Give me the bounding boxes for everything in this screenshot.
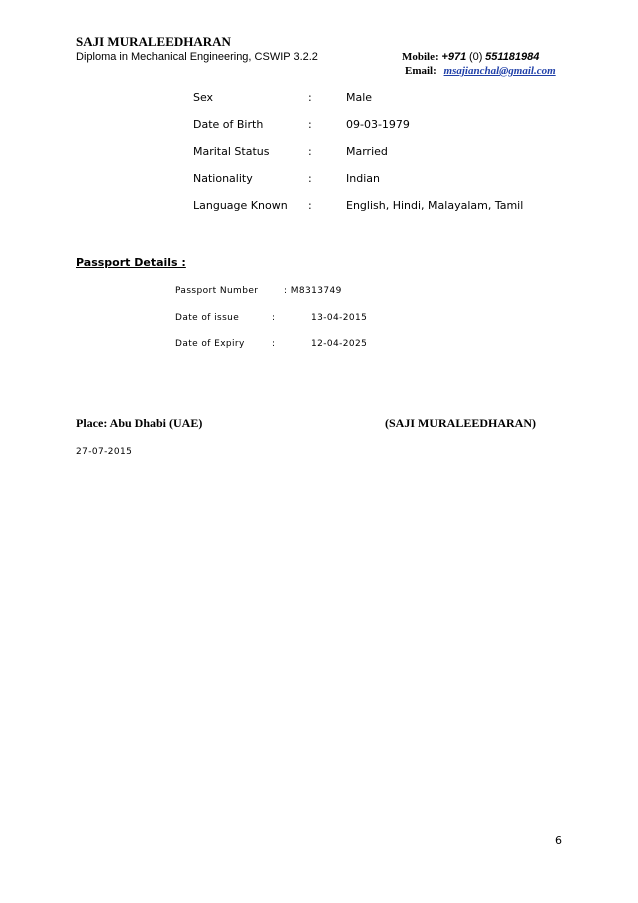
page-number: 6	[555, 834, 562, 847]
sex-label: Sex	[193, 91, 214, 104]
dob-separator: :	[308, 118, 312, 131]
nationality-value: Indian	[346, 172, 380, 185]
email-label: Email:	[405, 65, 437, 77]
marital-status-separator: :	[308, 145, 312, 158]
expiry-date-separator: :	[272, 339, 276, 349]
passport-number-value: : M8313749	[284, 286, 342, 296]
language-label: Language Known	[193, 199, 288, 212]
language-separator: :	[308, 199, 312, 212]
expiry-date-value: 12-04-2025	[311, 339, 368, 349]
passport-heading: Passport Details :	[76, 256, 186, 269]
sex-value: Male	[346, 91, 373, 104]
expiry-date-label: Date of Expiry	[175, 339, 245, 349]
nationality-label: Nationality	[193, 172, 253, 185]
issue-date-separator: :	[272, 313, 276, 323]
marital-status-value: Married	[346, 145, 388, 158]
dob-value: 09-03-1979	[346, 118, 410, 131]
signing-date: 27-07-2015	[76, 447, 133, 457]
candidate-name: SAJI MURALEEDHARAN	[76, 34, 231, 49]
mobile-label: Mobile:	[402, 51, 439, 63]
passport-number-label: Passport Number	[175, 286, 259, 296]
mobile-number: 551181984	[485, 51, 540, 63]
dob-label: Date of Birth	[193, 118, 264, 131]
mobile-area-code: (0)	[468, 51, 483, 63]
mobile-line	[402, 51, 539, 63]
signature-name: (SAJI MURALEEDHARAN)	[385, 416, 537, 430]
sex-separator: :	[308, 91, 312, 104]
issue-date-value: 13-04-2015	[311, 313, 368, 323]
email-line	[402, 65, 556, 77]
language-value: English, Hindi, Malayalam, Tamil	[346, 199, 524, 212]
marital-status-label: Marital Status	[193, 145, 270, 158]
qualification: Diploma in Mechanical Engineering, CSWIP 3.2.2	[76, 51, 318, 63]
issue-date-label: Date of issue	[175, 313, 240, 323]
place: Place: Abu Dhabi (UAE)	[76, 416, 203, 430]
email-link[interactable]: msajianchal@gmail.com	[443, 65, 556, 77]
mobile-prefix: +971	[441, 51, 467, 63]
nationality-separator: :	[308, 172, 312, 185]
